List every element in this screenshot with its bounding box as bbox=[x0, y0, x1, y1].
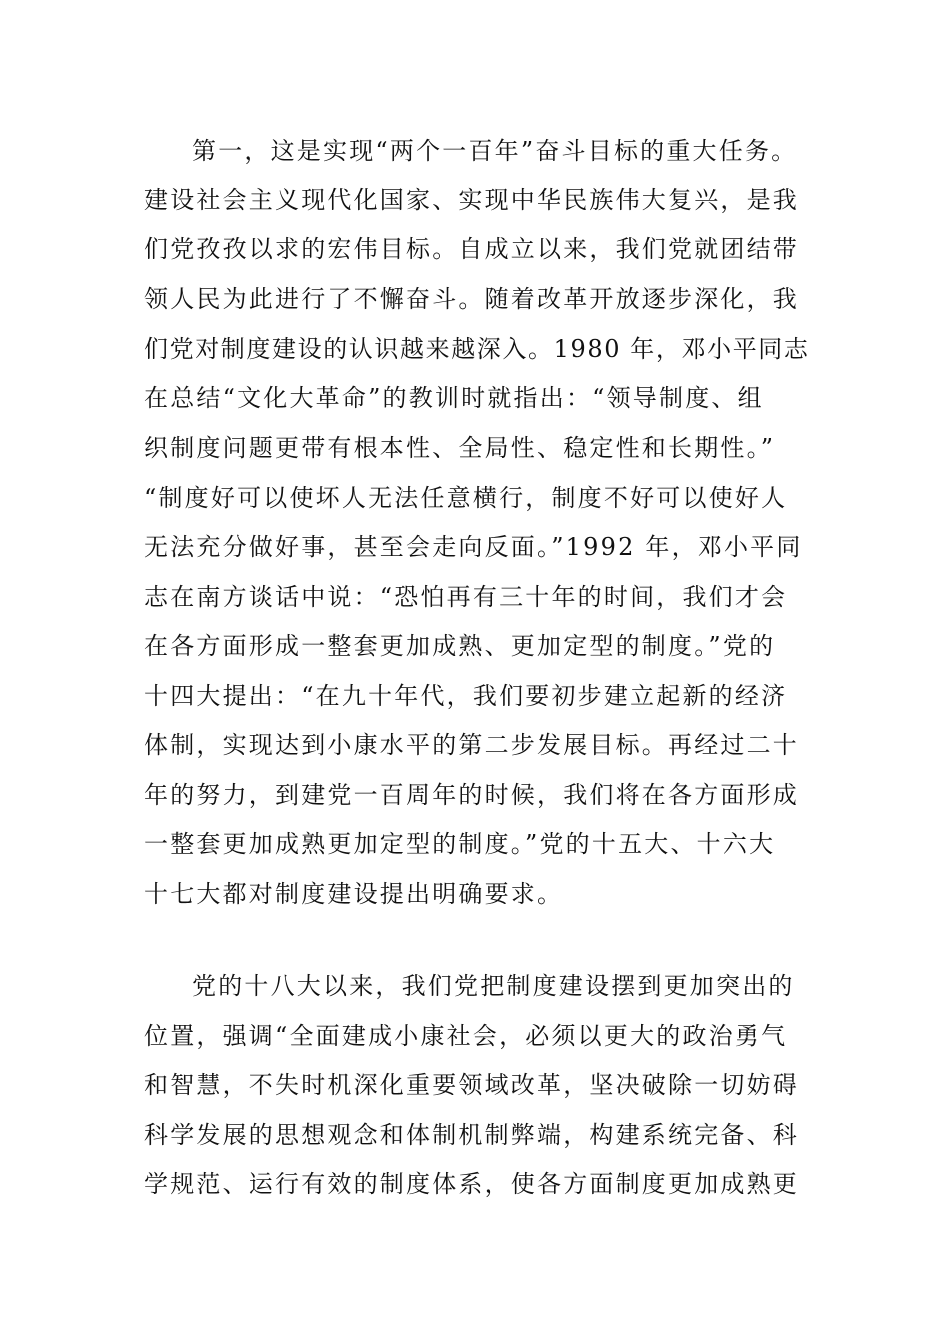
paragraph-line: 织制度问题更带有根本性、全局性、稳定性和长期性。” bbox=[144, 434, 776, 462]
paragraph-line: 十七大都对制度建设提出明确要求。 bbox=[144, 880, 564, 908]
paragraph-line: 科学发展的思想观念和体制机制弊端，构建系统完备、科 bbox=[144, 1121, 799, 1149]
paragraph-line: 在各方面形成一整套更加成熟、更加定型的制度。”党的 bbox=[144, 632, 776, 660]
paragraph-line: 领人民为此进行了不懈奋斗。随着改革开放逐步深化，我 bbox=[144, 285, 799, 313]
paragraph-line: 十四大提出：“在九十年代，我们要初步建立起新的经济 bbox=[144, 682, 788, 710]
paragraph-line: 们党对制度建设的认识越来越深入。1980 年，邓小平同志 bbox=[144, 335, 810, 363]
paragraph-line: 第一，这是实现“两个一百年”奋斗目标的重大任务。 bbox=[192, 137, 798, 165]
paragraph-line: 建设社会主义现代化国家、实现中华民族伟大复兴，是我 bbox=[144, 186, 799, 214]
paragraph-line: 党的十八大以来，我们党把制度建设摆到更加突出的 bbox=[192, 972, 795, 1000]
paragraph-line: 和智慧，不失时机深化重要领域改革，坚决破除一切妨碍 bbox=[144, 1071, 799, 1099]
paragraph-line: 志在南方谈话中说：“恐怕再有三十年的时间，我们才会 bbox=[144, 583, 788, 611]
paragraph-line: 们党孜孜以求的宏伟目标。自成立以来，我们党就团结带 bbox=[144, 235, 799, 263]
paragraph-line: 在总结“文化大革命”的教训时就指出：“领导制度、组 bbox=[144, 384, 764, 412]
paragraph-line: “制度好可以使坏人无法任意横行，制度不好可以使好人 bbox=[144, 484, 788, 512]
paragraph-line: 一整套更加成熟更加定型的制度。”党的十五大、十六大 bbox=[144, 830, 776, 858]
paragraph-line: 无法充分做好事，甚至会走向反面。”1992 年，邓小平同 bbox=[144, 533, 803, 561]
paragraph-line: 体制，实现达到小康水平的第二步发展目标。再经过二十 bbox=[144, 731, 799, 759]
paragraph-line: 年的努力，到建党一百周年的时候，我们将在各方面形成 bbox=[144, 781, 799, 809]
paragraph-line: 学规范、运行有效的制度体系，使各方面制度更加成熟更 bbox=[144, 1170, 799, 1198]
paragraph-line: 位置，强调“全面建成小康社会，必须以更大的政治勇气 bbox=[144, 1022, 788, 1050]
